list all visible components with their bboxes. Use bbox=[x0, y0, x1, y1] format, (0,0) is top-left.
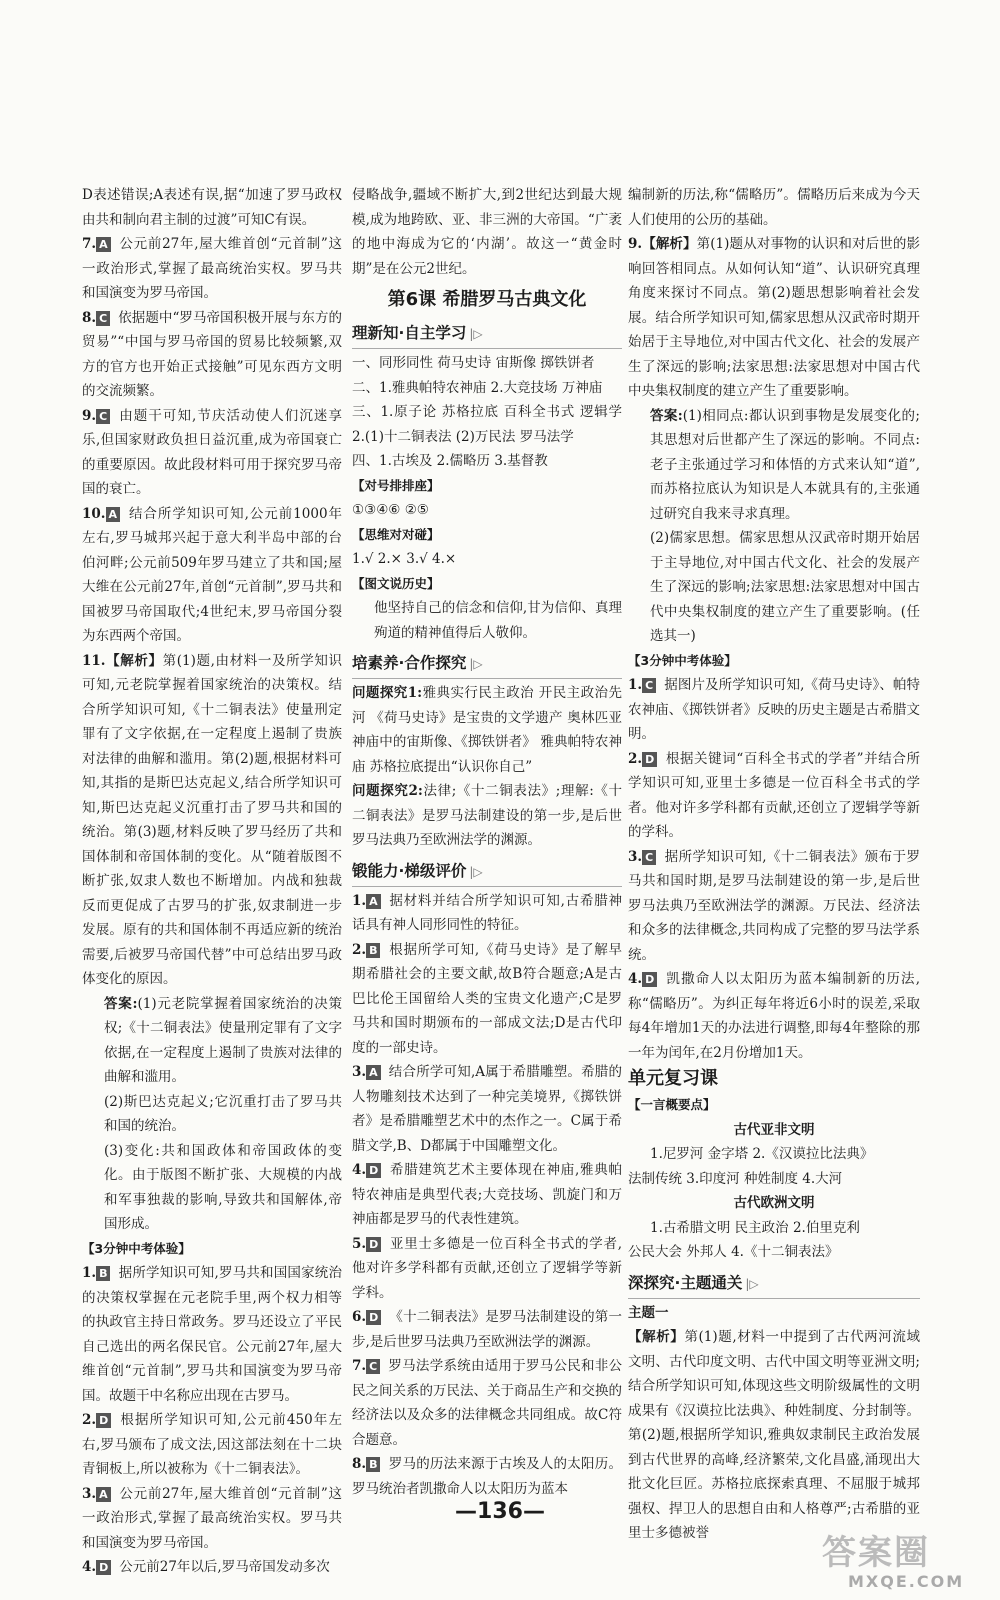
answer-letter: B bbox=[96, 1266, 110, 1281]
item-text: 根据所学知识可知,公元前450年左右,罗马颁布了成文法,因这部法刻在十二块青铜板上,所以被称为《十二铜表法》。 bbox=[82, 1412, 342, 1477]
item-text: 《十二铜表法》是罗马法制建设的第一步,是后世罗马法典乃至欧洲法学的渊源。 bbox=[352, 1309, 622, 1350]
item-text: 结合所学知识可知,公元前1000年左右,罗马城邦兴起于意大利半岛中部的台伯河畔;公元前509年罗马建立了共和国;屋大维在公元前27年,首创“元首制”,罗马共和国被罗马帝国取代;4世纪末,罗马帝国分裂为东西两个帝国。 bbox=[82, 505, 342, 644]
item-number: 3. bbox=[352, 1064, 367, 1080]
answer-letter: C bbox=[642, 850, 656, 865]
item-number: 7. bbox=[82, 236, 97, 252]
inquiry-label: 问题探究1: bbox=[352, 685, 423, 701]
item-number: 4. bbox=[352, 1162, 367, 1178]
europe-title: 古代欧洲文明 bbox=[733, 1195, 815, 1211]
item-text: 依据题中“罗马帝国积极开展与东方的贸易”“中国与罗马帝国的贸易比较频繁,双方的官方也开始正式接触”可见东西方文明的交流频繁。 bbox=[82, 309, 342, 399]
item-text: 公元前27年,屋大维首创“元首制”这一政治形式,掌握了最高统治实权。罗马共和国演变为罗马帝国。 bbox=[82, 236, 342, 301]
inquiry-2 bbox=[352, 779, 622, 853]
item-text: 由题干可知,节庆活动使人们沉迷享乐,但国家财政负担日益沉重,成为帝国衰亡的重要原因。故此段材料可用于探究罗马帝国的衰亡。 bbox=[82, 407, 342, 497]
answer-letter: A bbox=[366, 894, 381, 909]
analysis-label: 【解析】 bbox=[628, 1329, 685, 1345]
item-number: 4. bbox=[628, 971, 643, 987]
item-number: 11. bbox=[82, 652, 106, 669]
section-heading bbox=[352, 649, 622, 679]
answer-letter: A bbox=[106, 507, 121, 522]
section-title: 理新知·自主学习 bbox=[352, 324, 467, 342]
item-text: 罗马法学系统由适用于罗马公民和非公民之间关系的万民法、关于商品生产和交换的经济法以及众多的法律概念共同组成。故C符合题意。 bbox=[352, 1358, 622, 1448]
item-number: 1. bbox=[352, 892, 367, 909]
item-text: 结合所学可知,A属于希腊雕塑。希腊的人物雕刻技术达到了一种完美境界,《掷铁饼者》是希腊雕塑艺术中的杰作之一。C属于希腊文学,B、D都属于中国雕塑文化。 bbox=[352, 1064, 622, 1154]
arrow-icon: |▷ bbox=[745, 1276, 759, 1291]
item-number: 2. bbox=[628, 750, 643, 767]
answer-letter: A bbox=[96, 237, 111, 252]
theme-title: 主题一 bbox=[628, 1304, 669, 1321]
judge-answer: 1.√ 2.× 3.√ 4.× bbox=[352, 551, 457, 567]
sort-heading: 【对号排排座】 bbox=[352, 477, 440, 493]
item-text: 根据关键词“百科全书式的学者”并结合所学知识可知,亚里士多德是一位百科全书式的学者。他对许多学科都有贡献,还创立了逻辑学等新的学科。 bbox=[628, 750, 920, 840]
answer-letter: C bbox=[96, 409, 110, 424]
exam-item bbox=[82, 1555, 342, 1580]
item-text: 据所学知识可知,《十二铜表法》颁布于罗马共和国时期,是罗马法制建设的第一步,是后世罗马法典乃至欧洲法学的渊源。万民法、经济法和众多的法律概念,共同构成了完整的罗马法学系统。 bbox=[628, 848, 920, 963]
exam-item bbox=[628, 845, 920, 968]
analysis-text: 第(1)题,材料一中提到了古代两河流域文明、古代印度文明、古代中国文明等亚洲文明;结合所学知识可知,体现这些文明阶级属性的文明成果有《汉谟拉比法典》、种姓制度、分封制等。第(2)题,根据所学知识,雅典奴隶制民主政治发展到古代世界的高峰,经济繁荣,文化昌盛,涌现出大批文化巨匠。苏格拉底探索真理、不屈服于城邦强权、捍卫人的思想自由和人格尊严;古希腊的亚里士多德被誉 bbox=[628, 1329, 920, 1541]
item-number: 4. bbox=[82, 1559, 97, 1575]
picture-answer: 他坚持自己的信念和信仰,甘为信仰、真理殉道的精神值得后人敬仰。 bbox=[374, 600, 622, 641]
column-left bbox=[82, 183, 342, 1580]
inquiry-text: 法律;《十二铜表法》;理解:《十二铜表法》是罗马法制建设的第一步,是后世罗马法典乃至欧洲法学的渊源。 bbox=[352, 783, 622, 848]
watermark-logo: 答案圈 bbox=[822, 1533, 930, 1573]
item-number: 8. bbox=[352, 1456, 367, 1472]
item-text: 凯撒命人以太阳历为蓝本编制新的历法,称“儒略历”。为纠正每年将近6小时的误差,采取每4年增加1天的办法进行调整,即每4年整除的那一年为闰年,在2月份增加1天。 bbox=[628, 971, 920, 1061]
exam-item bbox=[628, 747, 920, 845]
section-heading bbox=[628, 1269, 920, 1299]
item-text: 希腊建筑艺术主要体现在神庙,雅典帕特农神庙是典型代表;大竞技场、凯旋门和万神庙都是罗马的代表性建筑。 bbox=[352, 1162, 622, 1227]
answer-item bbox=[352, 1158, 622, 1232]
answer-block bbox=[82, 992, 342, 1090]
answer-item bbox=[352, 1305, 622, 1354]
answer-item bbox=[82, 502, 342, 649]
answer-item bbox=[82, 232, 342, 306]
summary-heading: 【一言概要点】 bbox=[628, 1097, 716, 1112]
answer-letter: D bbox=[642, 972, 657, 987]
inquiry-1 bbox=[352, 681, 622, 779]
inquiry-text: 雅典实行民主政治 开民主政治先河 《荷马史诗》是宝贵的文学遗产 奥林匹亚神庙中的宙斯像、《掷铁饼者》 雅典帕特农神庙 苏格拉底提出“认识你自己” bbox=[352, 685, 622, 775]
lesson-title: 第6课 希腊罗马古典文化 bbox=[387, 289, 587, 310]
exam-item bbox=[628, 673, 920, 747]
judge-heading: 【思维对对碰】 bbox=[352, 526, 440, 542]
item-number: 2. bbox=[82, 1412, 97, 1428]
asia-title: 古代亚非文明 bbox=[733, 1121, 815, 1138]
picture-heading: 【图文说历史】 bbox=[352, 575, 440, 591]
continued-text: 编制新的历法,称“儒略历”。儒略历后来成为今天人们使用的公历的基础。 bbox=[628, 187, 920, 228]
review-line: 二、1.雅典帕特农神庙 2.大竞技场 万神庙 bbox=[352, 379, 603, 396]
answer-block bbox=[628, 404, 920, 527]
column-right bbox=[628, 183, 920, 1546]
summary-line: 1.古希腊文明 民主政治 2.伯里克利 bbox=[650, 1219, 860, 1236]
item-number: 1. bbox=[628, 677, 643, 693]
answer-item bbox=[82, 404, 342, 502]
exam-heading: 【3分钟中考体验】 bbox=[628, 652, 737, 668]
exam-item bbox=[82, 1408, 342, 1482]
sort-answer: ①③④⑥ ②⑤ bbox=[352, 502, 429, 518]
review-line: 四、1.古埃及 2.儒略历 3.基督教 bbox=[352, 453, 548, 469]
answer-letter: A bbox=[366, 1065, 381, 1080]
answer-letter: B bbox=[366, 943, 380, 958]
analysis-text: 第(1)题从对事物的认识和对后世的影响回答相同点。从如何认知“道”、认识研究真理角度来探讨不同点。第(2)题思想影响着社会发展。结合所学知识可知,儒家思想从汉武帝时期开始居于主导地位,对中国古代文化、社会的发展产生了深远的影响;法家思想:法家思想对中国古代中央集权制度的建立产生了重要影响。 bbox=[628, 236, 921, 399]
answer-letter: C bbox=[96, 311, 110, 326]
item-number: 5. bbox=[352, 1235, 367, 1252]
answer-item bbox=[352, 1354, 622, 1452]
item-number: 3. bbox=[628, 848, 643, 865]
item-text: 公元前27年,屋大维首创“元首制”这一政治形式,掌握了最高统治实权。罗马共和国演变为罗马帝国。 bbox=[82, 1485, 342, 1551]
item-number: 2. bbox=[352, 941, 367, 958]
continued-text: 侵略战争,疆域不断扩大,到2世纪达到最大规模,成为地跨欧、亚、非三洲的大帝国。“广袤的地中海成为它的‘内湖’。故这一“黄金时期”是在公元2世纪。 bbox=[352, 187, 622, 277]
analysis-text: 第(1)题,由材料一及所学知识可知,元老院掌握着国家统治的决策权。结合所学知识可知,《十二铜表法》使量刑定罪有了文字依据,在一定程度上遏制了贵族对法律的曲解和滥用。第(2)题,根据材料可知,其指的是斯巴达克起义,结合所学知识可知,斯巴达克起义沉重打击了罗马共和国的统治。第(3)题,材料反映了罗马经历了共和国体制和帝国体制的变化。从“随着版图不断扩张,奴隶人数也不断增加。内战和独裁反而更促成了古罗马的扩张,奴隶制进一步发展。原有的共和国体制不再适应新的统治需要,后被罗马帝国代替”中可总结出罗马政体变化的原因。 bbox=[82, 652, 343, 987]
answer-letter: B bbox=[366, 1457, 380, 1472]
arrow-icon: |▷ bbox=[469, 657, 483, 671]
answer-item-9 bbox=[628, 232, 920, 404]
answer-text: (2)斯巴达克起义;它沉重打击了罗马共和国的统治。 bbox=[104, 1093, 342, 1134]
review-line: 三、1.原子论 苏格拉底 百科全书式 逻辑学 2.(1)十二铜表法 (2)万民法 罗马法学 bbox=[352, 404, 622, 445]
column-middle bbox=[352, 183, 622, 1501]
item-number: 8. bbox=[82, 309, 97, 326]
item-number: 1. bbox=[82, 1265, 97, 1281]
answer-item bbox=[352, 1452, 622, 1501]
answer-label: 答案: bbox=[650, 407, 683, 424]
answer-letter: D bbox=[96, 1413, 111, 1428]
item-number: 10. bbox=[82, 505, 106, 522]
summary-line: 法制传统 3.印度河 种姓制度 4.大河 bbox=[628, 1170, 843, 1187]
analysis-label: 【解析】 bbox=[105, 652, 163, 669]
exam-item bbox=[628, 967, 920, 1065]
intro-text: D表述错误;A表述有误,据“加速了罗马政权由共和制向君主制的过渡”可知C有误。 bbox=[82, 187, 342, 228]
answer-letter: C bbox=[642, 678, 656, 693]
answer-item-11 bbox=[82, 649, 342, 992]
unit-review-title: 单元复习课 bbox=[628, 1068, 718, 1089]
answer-letter: D bbox=[366, 1237, 381, 1252]
item-number: 6. bbox=[352, 1309, 367, 1325]
section-heading bbox=[352, 857, 622, 887]
item-text: 罗马的历法来源于古埃及人的太阳历。罗马统治者凯撒命人以太阳历为蓝本 bbox=[352, 1456, 622, 1497]
answer-item bbox=[352, 1232, 622, 1306]
answer-text: (1)元老院掌握着国家统治的决策权;《十二铜表法》使量刑定罪有了文字依据,在一定程度上遏制了贵族对法律的曲解和滥用。 bbox=[104, 995, 343, 1085]
answer-letter: D bbox=[366, 1163, 381, 1178]
page-number: —136— bbox=[455, 1499, 545, 1524]
section-heading bbox=[352, 319, 622, 349]
summary-line: 1.尼罗河 金字塔 2.《汉谟拉比法典》 bbox=[650, 1146, 874, 1162]
item-text: 亚里士多德是一位百科全书式的学者,他对许多学科都有贡献,还创立了逻辑学等新学科。 bbox=[352, 1235, 622, 1301]
item-number: 7. bbox=[352, 1358, 367, 1374]
answer-item bbox=[352, 889, 622, 938]
answer-item bbox=[82, 306, 342, 404]
answer-letter: D bbox=[96, 1560, 111, 1575]
answer-letter: C bbox=[366, 1359, 380, 1374]
answer-letter: A bbox=[96, 1487, 111, 1502]
section-title: 锻能力·梯级评价 bbox=[352, 861, 467, 880]
section-title: 培素养·合作探究 bbox=[352, 654, 467, 672]
watermark-url: MXQE.COM bbox=[848, 1572, 965, 1591]
item-text: 据材料并结合所学知识可知,古希腊神话具有神人同形同性的特征。 bbox=[352, 892, 622, 933]
answer-letter: D bbox=[642, 752, 657, 767]
exam-item bbox=[82, 1261, 342, 1408]
inquiry-label: 问题探究2: bbox=[352, 783, 423, 799]
arrow-icon: |▷ bbox=[469, 327, 483, 341]
answer-item bbox=[352, 1060, 622, 1158]
item-text: 公元前27年以后,罗马帝国发动多次 bbox=[119, 1559, 330, 1575]
item-number: 9. bbox=[82, 407, 97, 424]
item-number: 9. bbox=[628, 236, 643, 252]
item-text: 据所学知识可知,罗马共和国国家统治的决策权掌握在元老院手里,两个权力相等的执政官主持日常政务。罗马还设立了平民自己选出的两名保民官。公元前27年,屋大维首创“元首制”,罗马共和国演变为罗马帝国。故题干中名称应出现在古罗马。 bbox=[82, 1265, 342, 1404]
summary-line: 公民大会 外邦人 4.《十二铜表法》 bbox=[628, 1244, 839, 1260]
exam-heading: 【3分钟中考体验】 bbox=[82, 1240, 191, 1256]
item-text: 据图片及所学知识可知,《荷马史诗》、帕特农神庙、《掷铁饼者》反映的历史主题是古希腊文明。 bbox=[628, 677, 920, 742]
item-number: 3. bbox=[82, 1485, 97, 1502]
answer-text: (2)儒家思想。儒家思想从汉武帝时期开始居于主导地位,对中国古代文化、社会的发展产生了深远的影响;法家思想:法家思想对中国古代中央集权制度的建立产生了重要影响。(任选其一) bbox=[650, 530, 920, 644]
item-text: 根据所学可知,《荷马史诗》是了解早期希腊社会的主要文献,故B符合题意;A是古巴比伦王国留给人类的宝贵文化遗产;C是罗马共和国时期颁布的一部成文法;D是古代印度的一部史诗。 bbox=[352, 941, 622, 1056]
review-line: 一、同形同性 荷马史诗 宙斯像 掷铁饼者 bbox=[352, 355, 595, 371]
answer-item bbox=[352, 938, 622, 1061]
arrow-icon: |▷ bbox=[469, 864, 483, 879]
answer-letter: D bbox=[366, 1310, 381, 1325]
answer-label: 答案: bbox=[104, 995, 138, 1012]
answer-text: (3)变化:共和国政体和帝国政体的变化。由于版图不断扩张、大规模的内战和军事独裁的影响,导致共和国解体,帝国形成。 bbox=[104, 1142, 342, 1232]
answer-text: (1)相同点:都认识到事物是发展变化的;其思想对后世都产生了深远的影响。不同点:老子主张通过学习和体悟的方式来认知“道”,而苏格拉底认为知识是人本就具有的,主张通过研究自我来寻求真理。 bbox=[650, 407, 920, 522]
analysis-label: 【解析】 bbox=[642, 236, 697, 252]
section-title: 深探究·主题通关 bbox=[628, 1273, 743, 1292]
